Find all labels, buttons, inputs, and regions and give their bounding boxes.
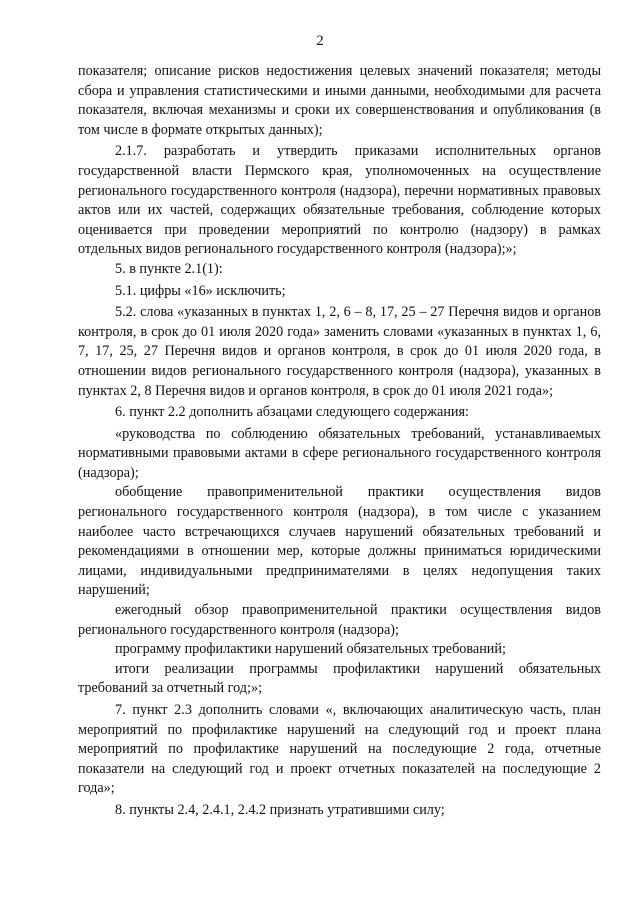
paragraph-item-5-1: 5.1. цифры «16» исключить; (115, 282, 286, 299)
paragraph-2-1-7: 2.1.7. разработать и утвердить приказами исполнительных органов государственной власти Пермского края, уполномоченных на осуществление регионального государственного контроля (надзора), перечни нормативных правовых актов или их частей, содержащих обязательные требования, соблюдение которых оценивается при проведении мероприятий по контролю (надзору) в рамках отдельных видов регионального государственного контроля (надзора);»; (78, 143, 601, 258)
paragraph-annual-review: ежегодный обзор правоприменительной практики осуществления видов регионального государственного контроля (надзора); (78, 602, 601, 638)
paragraph-prevention-program: программу профилактики нарушений обязательных требований; (115, 641, 506, 658)
paragraph-item-5: 5. в пункте 2.1(1): (115, 260, 223, 277)
paragraph-generalization: обобщение правоприменительной практики осуществления видов регионального государственного контроля (надзора), в том числе с указанием наиболее часто встречающихся случаев нарушений обязательных требований и рекомендациями в отношении мер, которые должны приниматься юридическими лицами, индивидуальными предпринимателями в целях недопущения таких нарушений; (78, 484, 601, 599)
paragraph-item-5-2: 5.2. слова «указанных в пунктах 1, 2, 6 – 8, 17, 25 – 27 Перечня видов и органов контроля, в срок до 01 июля 2020 года» заменить словами «указанных в пунктах 1, 6, 7, 17, 25, 27 Перечня видов и органов контроля, в срок до 01 июля 2020 года, в отношении видов регионального государственного контроля (надзора), указанных в пунктах 2, 8 Перечня видов и органов контроля, в срок до 01 июля 2021 года»; (78, 304, 601, 399)
paragraph-program-results: итоги реализации программы профилактики нарушений обязательных требований за отчетный год;»; (78, 660, 601, 697)
paragraph-item-7: 7. пункт 2.3 дополнить словами «, включающих аналитическую часть, план мероприятий по профилактике нарушений на следующий год и проект плана мероприятий по профилактике нарушений на последующие 2 года, отчетные показатели на следующий год и проект отчетных показателей на последующие 2 года»; (78, 702, 601, 797)
paragraph-item-8: 8. пункты 2.4, 2.4.1, 2.4.2 признать утратившими силу; (115, 801, 445, 818)
paragraph-guidance: «руководства по соблюдению обязательных требований, устанавливаемых нормативными правовыми актами в сфере регионального государственного контроля (надзора); (78, 425, 601, 481)
paragraph-0: показателя; описание рисков недостижения целевых значений показателя; методы сбора и управления статистическими и иными данными, необходимыми для расчета показателя, включая механизмы и сроки их совершенствования и опубликования (в том числе в формате открытых данных); (78, 63, 601, 138)
paragraph-item-6: 6. пункт 2.2 дополнить абзацами следующего содержания: (115, 404, 469, 421)
page-number: 2 (316, 33, 324, 49)
document-body (78, 62, 601, 821)
